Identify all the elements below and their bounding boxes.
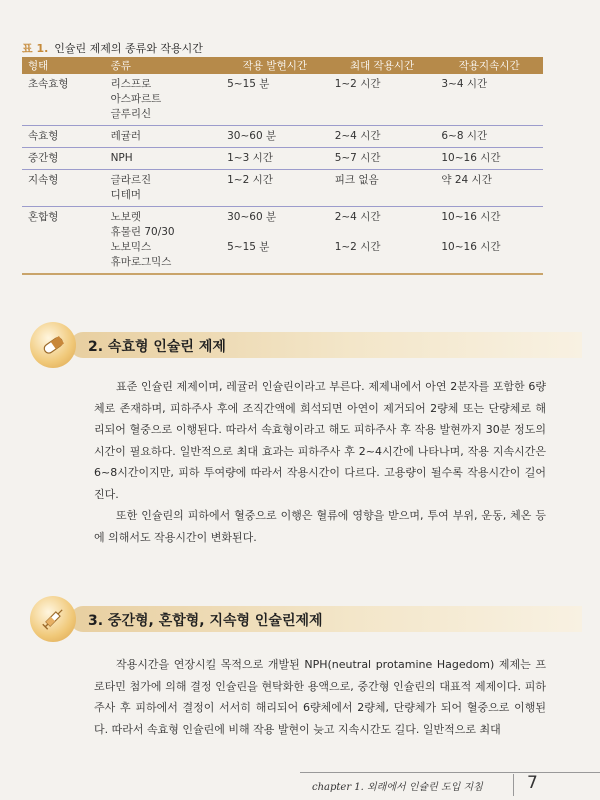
header-peak: 최대 작용시간 bbox=[329, 57, 436, 74]
table-row bbox=[22, 74, 543, 126]
cell-name: 노보믹스 bbox=[110, 241, 152, 253]
table-caption bbox=[22, 40, 203, 56]
header-onset: 작용 발현시간 bbox=[221, 57, 329, 74]
cell-name: 글루리신 bbox=[110, 108, 152, 120]
cell-name: 휴물린 70/30 bbox=[110, 226, 175, 238]
footer-rule bbox=[300, 772, 600, 773]
cell-duration: 약 24 시간 bbox=[435, 170, 543, 207]
cell-duration bbox=[435, 207, 543, 275]
cell-duration: 6~8 시간 bbox=[435, 126, 543, 148]
cell-onset: 30~60 분 bbox=[221, 126, 329, 148]
page-number: 7 bbox=[527, 773, 538, 793]
section-3-heading bbox=[30, 596, 552, 636]
cell-name: 휴마로그믹스 bbox=[110, 256, 172, 268]
cell-names bbox=[105, 207, 222, 275]
paragraph: 또한 인슐린의 피하에서 혈중으로 이행은 혈류에 영향을 받으며, 투여 부위, 운동, 체온 등에 의해서도 작용시간이 변화된다. bbox=[94, 509, 546, 544]
cell-peak: 1~2 시간 bbox=[329, 74, 436, 126]
paragraph: 표준 인슐린 제제이며, 레귤러 인슐린이라고 부른다. 제제내에서 아연 2분자를 포함한 6량체로 존재하며, 피하주사 후에 조직간액에 희석되면 아연이 제거되어 2량체 또는 단량체로 해리되어 혈중으로 이행된다. 따라서 속효형이라고 해도 피하주사 후 작용 발현까지 30분 정도의 시간이 필요하다. 일반적으로 최대 효과는 피하주사 후 2~4시간에 나타나며, 작용 지속시간은 6~8시간이지만, 피하 투여량에 따라서 작용시간이 다르다. 고용량이 될수록 작용시간이 길어진다. bbox=[94, 380, 546, 501]
table-row bbox=[22, 170, 543, 207]
cell-onset-b: 5~15 분 bbox=[227, 241, 270, 253]
cell-peak: 5~7 시간 bbox=[329, 148, 436, 170]
table-row bbox=[22, 148, 543, 170]
header-duration: 작용지속시간 bbox=[435, 57, 543, 74]
section-2-title: 2. 속효형 인슐린 제제 bbox=[88, 339, 226, 355]
table-header-row bbox=[22, 57, 543, 74]
cell-name: 노보렛 bbox=[110, 211, 141, 223]
cell-peak: 2~4 시간 bbox=[329, 126, 436, 148]
cell-type: 혼합형 bbox=[22, 207, 105, 275]
cell-type: 중간형 bbox=[22, 148, 105, 170]
cell-name: 레귤러 bbox=[105, 126, 222, 148]
cell-peak-b: 1~2 시간 bbox=[334, 241, 381, 253]
footer-separator bbox=[513, 774, 514, 796]
header-name: 종류 bbox=[105, 57, 222, 74]
cell-name: 리스프로 bbox=[110, 78, 152, 90]
cell-type: 속효형 bbox=[22, 126, 105, 148]
cell-peak bbox=[329, 207, 436, 275]
cell-names bbox=[105, 170, 222, 207]
cell-onset bbox=[221, 207, 329, 275]
cell-name: NPH bbox=[105, 148, 222, 170]
capsule-icon bbox=[30, 322, 76, 368]
cell-peak: 피크 없음 bbox=[329, 170, 436, 207]
cell-onset-a: 30~60 분 bbox=[227, 211, 277, 223]
insulin-table bbox=[22, 57, 543, 275]
cell-onset: 5~15 분 bbox=[221, 74, 329, 126]
cell-type: 초속효형 bbox=[22, 74, 105, 126]
cell-duration: 3~4 시간 bbox=[435, 74, 543, 126]
cell-duration: 10~16 시간 bbox=[435, 148, 543, 170]
section-3-title: 3. 중간형, 혼합형, 지속형 인슐린제제 bbox=[88, 613, 323, 629]
syringe-icon bbox=[30, 596, 76, 642]
table-row bbox=[22, 207, 543, 275]
cell-name: 아스파르트 bbox=[110, 93, 162, 105]
cell-names bbox=[105, 74, 222, 126]
section-3-body bbox=[94, 654, 546, 740]
section-2-heading bbox=[30, 322, 552, 362]
cell-peak-a: 2~4 시간 bbox=[334, 211, 381, 223]
table-caption-text: 인슐린 제제의 종류와 작용시간 bbox=[54, 42, 203, 55]
cell-duration-a: 10~16 시간 bbox=[441, 211, 501, 223]
cell-name: 글라르진 bbox=[110, 174, 152, 186]
paragraph: 작용시간을 연장시킬 목적으로 개발된 NPH(neutral protamine Hagedom) 제제는 프로타민 첨가에 의해 결정 인슐린을 현탁화한 용액으로, 중간형 인슐린의 대표적 제제이다. 피하주사 후 피하에서 결정이 서서히 해리되어 6량체에서 2량체, 단량체가 되어 혈중으로 이행된다. 따라서 속효형 인슐린에 비해 작용 발현이 늦고 지속시간도 길다. 일반적으로 최대 bbox=[94, 658, 546, 736]
cell-onset: 1~3 시간 bbox=[221, 148, 329, 170]
table-row bbox=[22, 126, 543, 148]
page-footer bbox=[0, 772, 600, 800]
chapter-title: chapter 1. 외래에서 인슐린 도입 지침 bbox=[312, 782, 483, 793]
cell-duration-b: 10~16 시간 bbox=[441, 241, 501, 253]
cell-onset: 1~2 시간 bbox=[221, 170, 329, 207]
cell-name: 디테머 bbox=[110, 189, 141, 201]
table-caption-number: 표 1. bbox=[22, 42, 49, 55]
header-type: 형태 bbox=[22, 57, 105, 74]
section-2-body bbox=[94, 376, 546, 548]
cell-type: 지속형 bbox=[22, 170, 105, 207]
